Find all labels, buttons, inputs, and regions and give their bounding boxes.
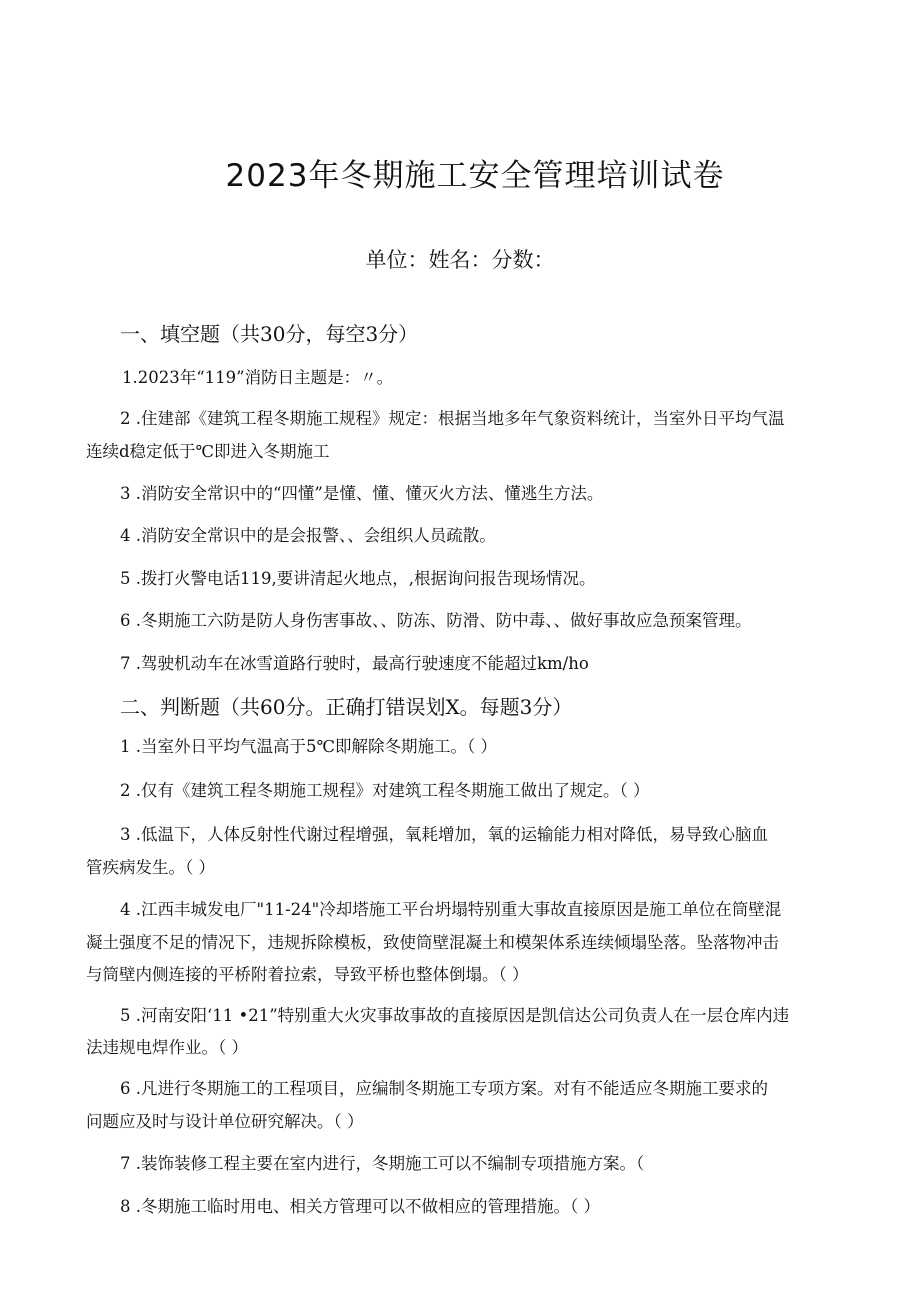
question-line: 1.2023年“119”消防日主题是：〃。	[122, 368, 394, 387]
question-line: 4 .江西丰城发电厂"11-24"冷却塔施工平台坍塌特别重大事故直接原因是施工单位在筒壁混	[120, 900, 782, 919]
question-line: 6 .冬期施工六防是防人身伤害事故、、防冻、防滑、防中毒、、做好事故应急预案管理。	[120, 611, 752, 630]
question-line: 7 .装饰装修工程主要在室内进行，冬期施工可以不编制专项措施方案。（	[120, 1154, 645, 1173]
question-line: 3 .消防安全常识中的“四懂”是懂、懂、懂灭火方法、懂逃生方法。	[120, 484, 604, 503]
question-line: 5 .拨打火警电话119,要讲清起火地点，,根据询问报告现场情况。	[120, 569, 596, 588]
question-line: 管疾病发生。（ ）	[86, 858, 215, 877]
question-line: 凝土强度不足的情况下，违规拆除模板，致使筒壁混凝土和模架体系连续倾塌坠落。坠落物冲击	[86, 933, 779, 952]
question-line: 2 .住建部《建筑工程冬期施工规程》规定：根据当地多年气象资料统计，当室外日平均气温	[120, 409, 785, 428]
question-line: 2 .仅有《建筑工程冬期施工规程》对建筑工程冬期施工做出了规定。（ ）	[120, 781, 650, 800]
question-line: 连续d稳定低于℃即进入冬期施工	[86, 442, 330, 461]
question-line: 3 .低温下，人体反射性代谢过程增强，氧耗增加，氧的运输能力相对降低，易导致心脑血	[120, 825, 768, 844]
question-line: 6 .凡进行冬期施工的工程项目，应编制冬期施工专项方案。对有不能适应冬期施工要求的	[120, 1079, 768, 1098]
section-heading-fill-in: 一、填空题（共30分，每空3分）	[120, 322, 419, 346]
page-title: 2023年冬期施工安全管理培训试卷	[225, 158, 725, 194]
section-heading-true-false: 二、判断题（共60分。正确打错误划X。每题3分）	[120, 695, 573, 719]
question-line: 1 .当室外日平均气温高于5℃即解除冬期施工。（ ）	[120, 737, 497, 756]
question-line: 7 .驾驶机动车在冰雪道路行驶时，最高行驶速度不能超过km/ho	[120, 654, 589, 673]
question-line: 8 .冬期施工临时用电、相关方管理可以不做相应的管理措施。（ ）	[120, 1197, 600, 1216]
page-subtitle: 单位：姓名：分数：	[365, 248, 555, 272]
question-line: 4 .消防安全常识中的是会报警、、会组织人员疏散。	[120, 526, 496, 545]
question-line: 5 .河南安阳‘11 •21”特别重大火灾事故事故的直接原因是凯信达公司负责人在一层仓库内违	[120, 1006, 790, 1025]
question-line: 与筒壁内侧连接的平桥附着拉索，导致平桥也整体倒塌。（ ）	[86, 965, 529, 984]
question-line: 问题应及时与设计单位研究解决。（ ）	[86, 1112, 364, 1131]
question-line: 法违规电焊作业。（ ）	[86, 1038, 248, 1057]
